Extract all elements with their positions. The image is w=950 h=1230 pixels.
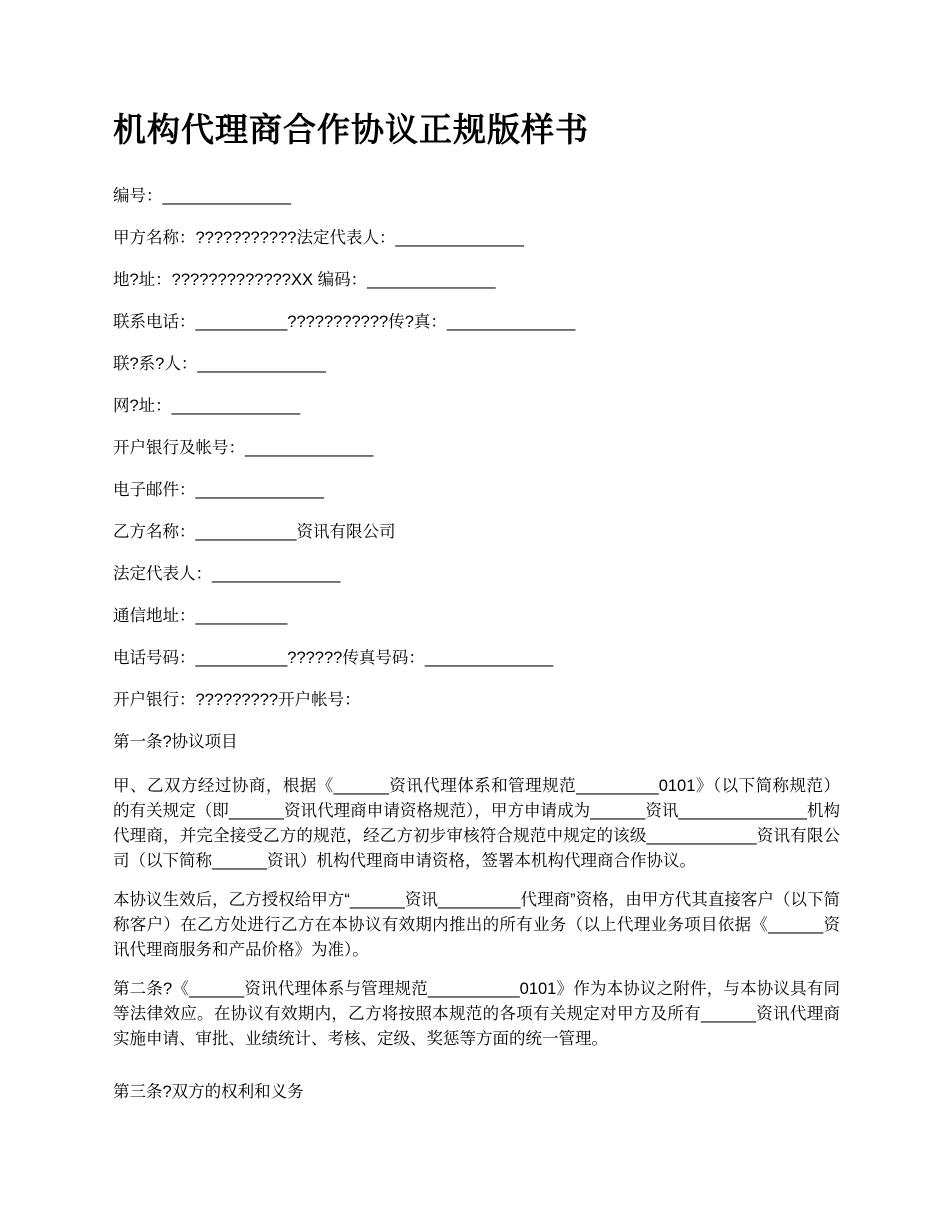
field-line-bank-account-b: 开户银行：?????????开户帐号： <box>113 691 361 709</box>
field-line-party-b-name: 乙方名称：___________资讯有限公司 <box>113 523 396 541</box>
paragraph-agreement-basis: 甲、乙双方经过协商，根据《______资讯代理体系和管理规范_________0101》（以下简称规范）的有关规定（即______资讯代理商申请资格规范），甲方申请成为______资讯______________机构代理商，并完全接受乙方的规范，经乙方初步审核符合规范中规定的该级____________资讯有限公司（以下简称______资讯）机构代理商申请资格，签署本机构代理商合作协议。 <box>113 777 840 870</box>
field-line-contact-person: 联?系?人：______________ <box>113 355 326 373</box>
paragraph-article-2: 第二条?《______资讯代理体系与管理规范__________0101》作为本协议之附件，与本协议具有同等法律效应。在协议有效期内，乙方将按照本规范的各项有关规定对甲方及所有______资讯代理商实施申请、审批、业绩统计、考核、定级、奖惩等方面的统一管理。 <box>113 980 840 1048</box>
field-line-party-a-name: 甲方名称：???????????法定代表人：______________ <box>113 229 524 247</box>
field-line-email: 电子邮件：______________ <box>113 481 324 499</box>
field-line-mailing-address: 通信地址：__________ <box>113 607 288 625</box>
field-line-phone-fax: 联系电话：__________???????????传?真：______________ <box>113 313 576 331</box>
field-line-legal-representative: 法定代表人：______________ <box>113 565 341 583</box>
section-heading-article-3: 第三条?双方的权利和义务 <box>113 1083 304 1101</box>
field-line-address: 地?址：?????????????XX 编码：______________ <box>113 271 496 289</box>
document-title: 机构代理商合作协议正规版样书 <box>113 111 589 148</box>
field-line-bank-account: 开户银行及帐号：______________ <box>113 439 374 457</box>
field-line-website: 网?址：______________ <box>113 397 301 415</box>
field-line-number: 编号：______________ <box>113 187 291 205</box>
section-heading-article-1: 第一条?协议项目 <box>113 733 238 751</box>
field-line-phone-fax-b: 电话号码：__________??????传真号码：______________ <box>113 649 554 667</box>
paragraph-authorization: 本协议生效后，乙方授权给甲方“______资讯_________代理商”资格，由甲方代其直接客户（以下简称客户）在乙方处进行乙方在本协议有效期内推出的所有业务（以上代理业务项目依据《______资讯代理商服务和产品价格》为准）。 <box>113 891 840 959</box>
